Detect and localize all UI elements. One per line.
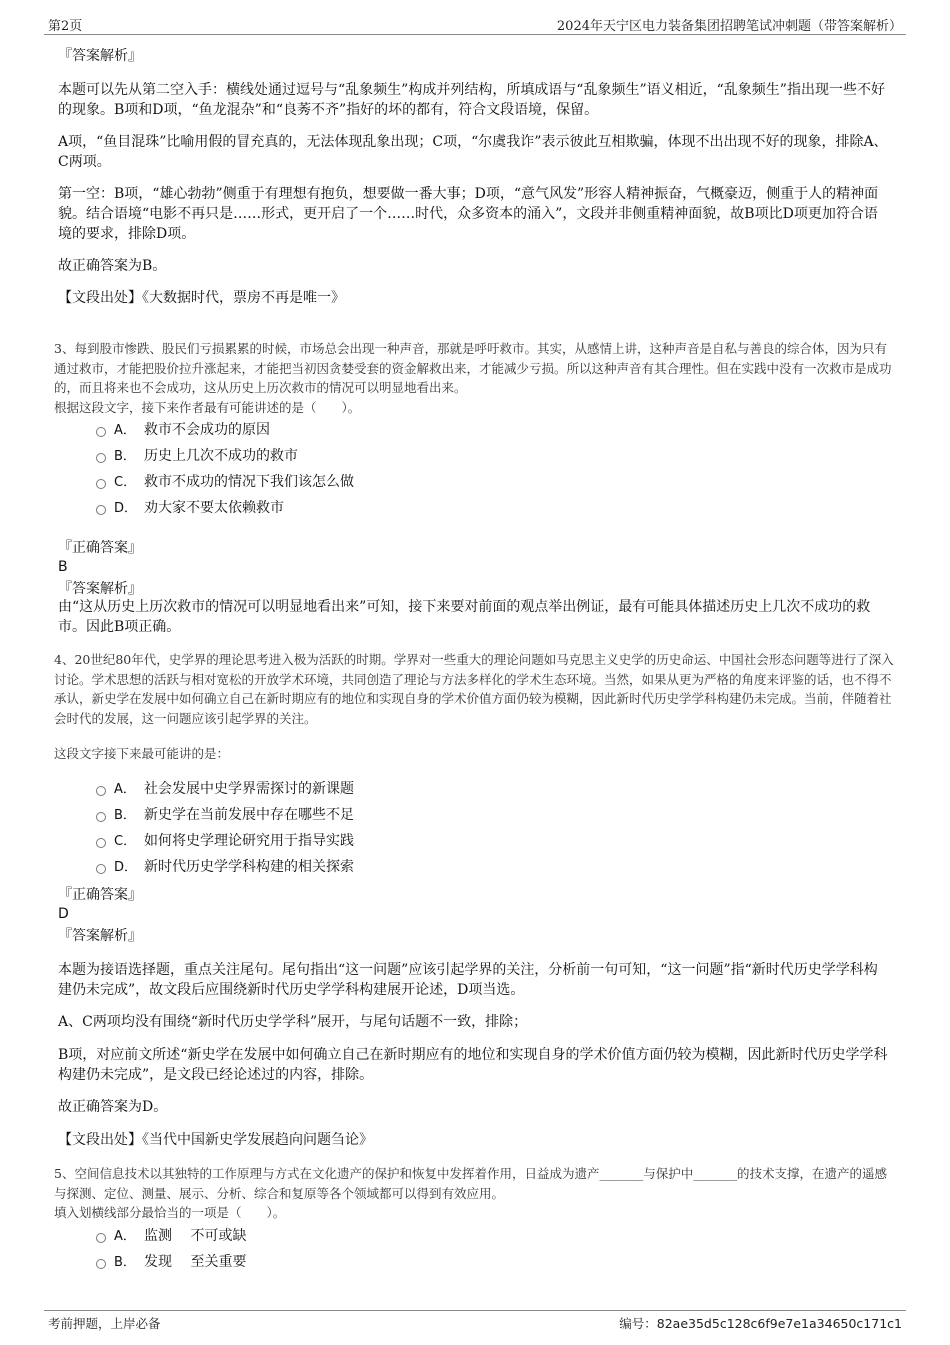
radio-icon[interactable] <box>96 427 106 437</box>
radio-icon[interactable] <box>96 1233 106 1243</box>
radio-icon[interactable] <box>96 453 106 463</box>
radio-icon[interactable] <box>96 786 106 796</box>
page-footer <box>44 1310 906 1331</box>
radio-icon[interactable] <box>96 479 106 489</box>
analysis-paragraph: A、C两项均没有围绕“新时代历史学学科”展开，与尾句话题不一致，排除； <box>58 1014 528 1030</box>
option-a[interactable]: A． 救市不会成功的原因 <box>96 420 270 441</box>
footer-slogan: 考前押题，上岸必备 <box>48 1316 161 1331</box>
question-stem: 4、20世纪80年代，史学界的理论思考进入极为活跃的时期。学界对一些重大的理论问题如马克思主义史学的历史命运、中国社会形态问题等进行了深入讨论。学术思想的活跃与相对宽松的开放学术环境，共同创造了理论与方法多样化的学术生态环境。当然，如果从更为严格的角度来评鉴的话，也不得不承认，新史学在发展中如何确立自己在新时期应有的地位和实现自身的学术价值方面仍较为模糊，因此新时代历史学学科构建仍未完成。当前，伴随着社会时代的发展，这一问题应该引起学界的关注。 <box>54 652 894 726</box>
source-citation: 【文段出处】《大数据时代，票房不再是唯一》 <box>58 290 345 306</box>
correct-answer-heading: 『正确答案』 <box>58 540 142 556</box>
correct-answer-heading: 『正确答案』 <box>58 887 142 903</box>
question-prompt: 根据这段文字，接下来作者最有可能讲述的是（ ）。 <box>54 400 361 415</box>
correct-answer: D <box>58 906 69 922</box>
page-number: 第2页 <box>48 19 83 34</box>
option-a[interactable]: A． 监测 不可或缺 <box>96 1226 246 1247</box>
option-b[interactable]: B． 新史学在当前发展中存在哪些不足 <box>96 805 354 826</box>
radio-icon[interactable] <box>96 812 106 822</box>
answer-conclusion: 故正确答案为D。 <box>58 1099 168 1115</box>
option-c[interactable]: C． 如何将史学理论研究用于指导实践 <box>96 831 354 852</box>
analysis-heading: 『答案解析』 <box>58 928 142 944</box>
analysis-heading: 『答案解析』 <box>58 48 142 64</box>
option-d[interactable]: D． 新时代历史学学科构建的相关探索 <box>96 857 354 878</box>
analysis-paragraph: 第一空：B项，“雄心勃勃”侧重于有理想有抱负，想要做一番大事；D项，“意气风发”形容人精神振奋，气概豪迈，侧重于人的精神面貌。结合语境“电影不再只是……形式，更开启了一个……时代，众多资本的涌入”，文段并非侧重精神面貌，故B项比D项更加符合语境的要求，排除D项。 <box>58 186 879 242</box>
radio-icon[interactable] <box>96 864 106 874</box>
analysis-paragraph: B项，对应前文所述“新史学在发展中如何确立自己在新时期应有的地位和实现自身的学术价值方面仍较为模糊，因此新时代历史学学科构建仍未完成”，是文段已经论述过的内容，排除。 <box>58 1047 888 1083</box>
radio-icon[interactable] <box>96 838 106 848</box>
question-prompt: 填入划横线部分最恰当的一项是（ ）。 <box>54 1205 286 1220</box>
document-code: 编号：82ae35d5c128c6f9e7e1a34650c171c1 <box>619 1316 902 1331</box>
option-c[interactable]: C． 救市不成功的情况下我们该怎么做 <box>96 472 354 493</box>
question-stem: 3、每到股市惨跌、股民们亏损累累的时候，市场总会出现一种声音，那就是呼吁救市。其实，从感情上讲，这种声音是自私与善良的综合体，因为只有通过救市，才能把股价拉升涨起来，才能把当初因贪婪受套的资金解救出来，才能减少亏损。所以这种声音有其合理性。但在实践中没有一次救市是成功的，而且将来也不会成功，这从历史上历次救市的情况可以明显地看出来。 <box>54 341 892 395</box>
analysis-paragraph: 本题为接语选择题，重点关注尾句。尾句指出“这一问题”应该引起学界的关注，分析前一句可知，“这一问题”指“新时代历史学学科构建仍未完成”，故文段后应围绕新时代历史学学科构建展开论述，D项当选。 <box>58 962 878 998</box>
radio-icon[interactable] <box>96 505 106 515</box>
source-citation: 【文段出处】《当代中国新史学发展趋向问题刍论》 <box>58 1132 373 1148</box>
option-a[interactable]: A． 社会发展中史学界需探讨的新课题 <box>96 779 354 800</box>
answer-conclusion: 故正确答案为B。 <box>58 258 167 274</box>
correct-answer: B <box>58 559 68 575</box>
question-prompt: 这段文字接下来最可能讲的是： <box>54 746 230 761</box>
option-d[interactable]: D． 劝大家不要太依赖救市 <box>96 498 284 519</box>
analysis-paragraph: 本题可以先从第二空入手：横线处通过逗号与“乱象频生”构成并列结构，所填成语与“乱象频生”语义相近，“乱象频生”指出现一些不好的现象。B项和D项，“鱼龙混杂”和“良莠不齐”指好的坏的都有，符合文段语境，保留。 <box>58 82 885 118</box>
option-b[interactable]: B． 历史上几次不成功的救市 <box>96 446 298 467</box>
analysis-paragraph: 由“这从历史上历次救市的情况可以明显地看出来”可知，接下来要对前面的观点举出例证，最有可能具体描述历史上几次不成功的救市。因此B项正确。 <box>58 599 871 635</box>
page-header <box>44 14 906 35</box>
document-title: 2024年天宁区电力装备集团招聘笔试冲刺题（带答案解析） <box>556 19 902 34</box>
question-stem: 5、空间信息技术以其独特的工作原理与方式在文化遗产的保护和恢复中发挥着作用，日益成为遗产_______与保护中_______的技术支撑，在遗产的遥感与探测、定位、测量、展示、分析、综合和复原等各个领域都可以得到有效应用。 <box>54 1166 887 1201</box>
radio-icon[interactable] <box>96 1259 106 1269</box>
analysis-paragraph: A项，“鱼目混珠”比喻用假的冒充真的，无法体现乱象出现；C项，“尔虞我诈”表示彼此互相欺骗，体现不出出现不好的现象，排除A、C两项。 <box>58 134 888 170</box>
analysis-heading: 『答案解析』 <box>58 581 142 597</box>
option-b[interactable]: B． 发现 至关重要 <box>96 1252 246 1273</box>
